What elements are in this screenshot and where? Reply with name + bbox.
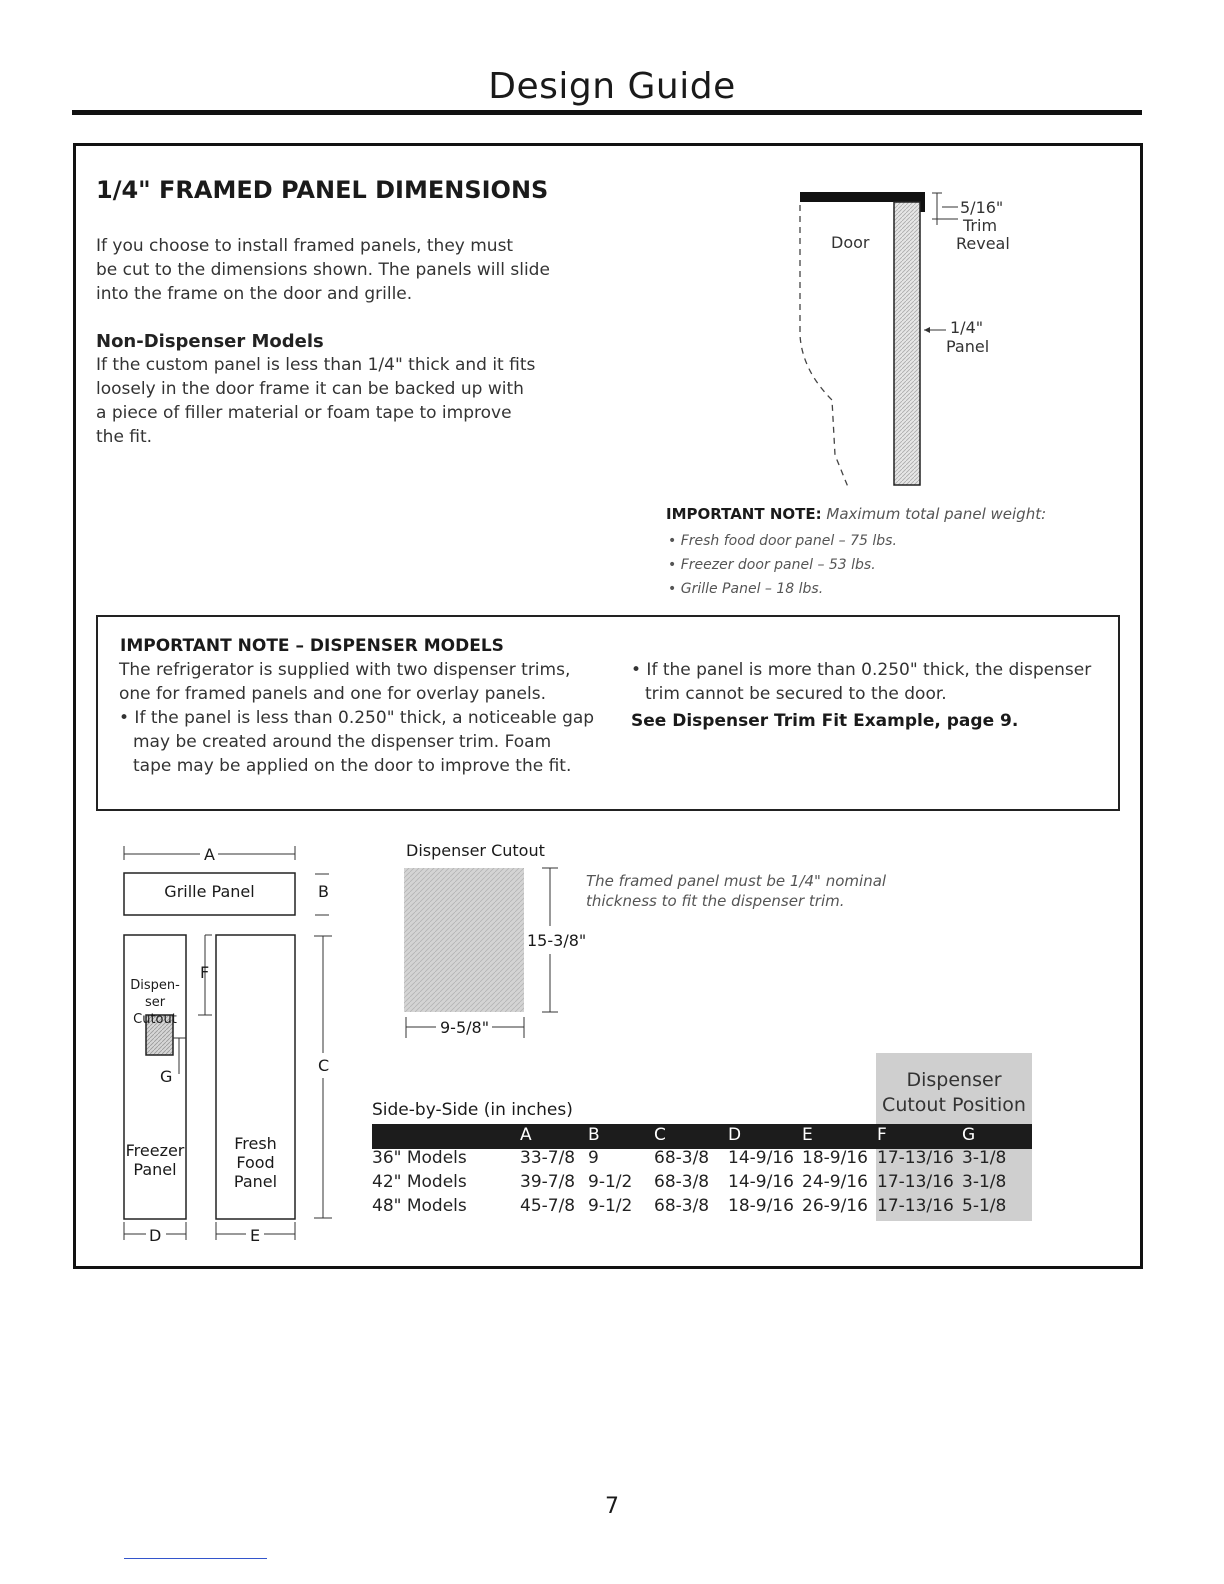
trim-value: 5/16" (960, 198, 1004, 217)
cutout-title: Dispenser Cutout (406, 841, 545, 860)
panel-hatch (894, 202, 920, 485)
table-cell: 24-9/16 (802, 1172, 868, 1192)
intro-line: If you choose to install framed panels, they must (96, 236, 514, 256)
see-also-link: See Dispenser Trim Fit Example, page 9. (631, 711, 1019, 731)
table-cell: 14-9/16 (728, 1172, 794, 1192)
page-number: 7 (605, 1494, 619, 1519)
non-dispenser-line: a piece of filler material or foam tape to improve (96, 403, 512, 423)
table-row-label: 48" Models (372, 1196, 467, 1216)
dim-c-label: C (318, 1056, 330, 1075)
dispenser-note-left (119, 658, 594, 778)
door-top-edge (800, 192, 925, 202)
weight-note (666, 505, 1046, 523)
reveal-label: Reveal (956, 234, 1010, 253)
table-cell: 45-7/8 (520, 1196, 576, 1216)
note-line: • If the panel is less than 0.250" thick, a noticeable gap (119, 708, 595, 728)
non-dispenser-text (96, 353, 535, 449)
weight-note-text: Maximum total panel weight: (826, 505, 1047, 523)
note-line: • If the panel is more than 0.250" thick, the dispenser (631, 660, 1092, 680)
door-section-diagram (790, 185, 1050, 495)
table-cell: 9-1/2 (588, 1196, 633, 1216)
table-cell: 18-9/16 (802, 1148, 868, 1168)
intro-text (96, 234, 550, 306)
table-header-cell: F (877, 1125, 887, 1145)
dim-d-label: D (149, 1226, 162, 1245)
dispenser-group-header: Dispenser Cutout Position (882, 1069, 1026, 1116)
table-caption: Side-by-Side (in inches) (372, 1100, 573, 1120)
table-cell: 3-1/8 (962, 1172, 1007, 1192)
table-header-cell: A (520, 1125, 532, 1145)
note-line: one for framed panels and one for overlay panels. (119, 684, 546, 704)
table-cell: 68-3/8 (654, 1172, 710, 1192)
weight-item: • Fresh food door panel – 75 lbs. (668, 533, 897, 549)
non-dispenser-heading: Non-Dispenser Models (96, 331, 324, 352)
dispenser-cutout-label: Dispen-ser Cutout (130, 978, 180, 1027)
table-cell: 33-7/8 (520, 1148, 576, 1168)
non-dispenser-line: the fit. (96, 427, 153, 447)
table-cell: 68-3/8 (654, 1148, 710, 1168)
table-cell: 17-13/16 (877, 1172, 954, 1192)
weight-list (668, 529, 897, 601)
table-header-cell: D (728, 1125, 742, 1145)
cutout-diagram (400, 862, 580, 1042)
table-cell: 9-1/2 (588, 1172, 633, 1192)
cutout-width: 9-5/8" (440, 1018, 490, 1037)
table-header-cell: C (654, 1125, 666, 1145)
table-cell: 39-7/8 (520, 1172, 576, 1192)
table-header-cell: B (588, 1125, 600, 1145)
title-rule (72, 110, 1142, 115)
section-heading: 1/4" FRAMED PANEL DIMENSIONS (96, 176, 549, 204)
cutout-shape (404, 868, 524, 1012)
dim-b-label: B (318, 882, 329, 901)
table-header-bar (372, 1124, 1032, 1149)
fresh-food-panel-label: Fresh Food Panel (233, 1134, 278, 1191)
page-title: Design Guide (488, 66, 736, 107)
table-header-cell: G (962, 1125, 976, 1145)
door-label: Door (831, 233, 870, 252)
note-line: tape may be applied on the door to improve the fit. (133, 756, 572, 776)
panel-label: Panel (946, 337, 990, 356)
non-dispenser-line: If the custom panel is less than 1/4" thick and it fits (96, 355, 536, 375)
table-cell: 5-1/8 (962, 1196, 1007, 1216)
dim-g-label: G (160, 1067, 173, 1086)
note-line: may be created around the dispenser trim. Foam (133, 732, 552, 752)
intro-line: be cut to the dimensions shown. The panels will slide (96, 260, 550, 280)
dim-a-label: A (204, 845, 215, 864)
panel-value: 1/4" (950, 318, 984, 337)
trim-label: Trim (963, 216, 998, 235)
dim-e-label: E (250, 1226, 261, 1245)
table-cell: 18-9/16 (728, 1196, 794, 1216)
weight-item: • Grille Panel – 18 lbs. (668, 581, 824, 597)
freezer-panel-label: Freezer Panel (125, 1141, 185, 1179)
non-dispenser-line: loosely in the door frame it can be backed up with (96, 379, 524, 399)
table-cell: 9 (588, 1148, 599, 1168)
weight-note-label: IMPORTANT NOTE: (666, 505, 822, 523)
dispenser-note-right (631, 658, 1091, 706)
table-cell: 17-13/16 (877, 1148, 954, 1168)
grille-panel-label: Grille Panel (164, 882, 255, 901)
note-line: trim cannot be secured to the door. (645, 684, 947, 704)
cutout-note: The framed panel must be 1/4" nominal thickness to fit the dispenser trim. (586, 872, 887, 910)
dispenser-note-heading: IMPORTANT NOTE – DISPENSER MODELS (120, 636, 504, 656)
note-line: The refrigerator is supplied with two dispenser trims, (119, 660, 571, 680)
footer-line (124, 1558, 267, 1559)
dim-f-label: F (200, 963, 210, 982)
table-row-label: 36" Models (372, 1148, 467, 1168)
table-cell: 14-9/16 (728, 1148, 794, 1168)
cutout-height: 15-3/8" (527, 931, 587, 950)
intro-line: into the frame on the door and grille. (96, 284, 413, 304)
table-cell: 17-13/16 (877, 1196, 954, 1216)
weight-item: • Freezer door panel – 53 lbs. (668, 557, 876, 573)
table-cell: 68-3/8 (654, 1196, 710, 1216)
table-row-label: 42" Models (372, 1172, 467, 1192)
table-cell: 3-1/8 (962, 1148, 1007, 1168)
table-cell: 26-9/16 (802, 1196, 868, 1216)
table-header-cell: E (802, 1125, 813, 1145)
